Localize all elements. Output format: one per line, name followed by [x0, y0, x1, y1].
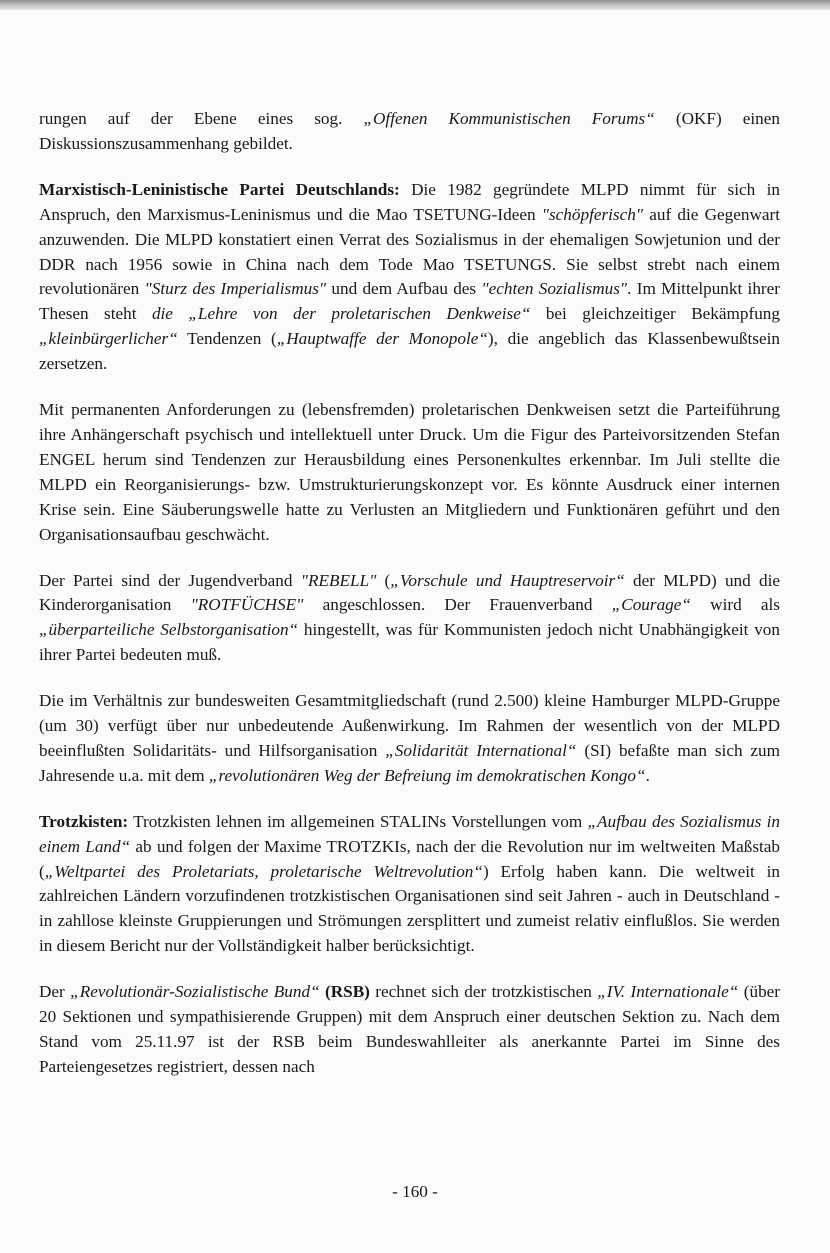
text-run: ), die angeblich das Klassenbewußtsein zersetzen. — [39, 329, 780, 374]
bold-heading: Marxistisch-Leninistische Partei Deutschlands: — [39, 179, 400, 199]
text-run: (SI) befaßte man sich zum Jahresende u.a. mit dem — [39, 740, 781, 785]
italic-quote: „IV. Internationale“ — [597, 982, 739, 1002]
text-run: Der — [39, 982, 71, 1002]
text-run: (über 20 Sektionen und sympathisierende Gruppen) mit dem Anspruch einer deutschen Sektion zu. Nach dem Stand vom 25.11.97 ist der RSB beim Bundeswahlleiter als anerkannte Partei im Sinne des Parteiengesetzes registriert, dessen nach — [39, 982, 781, 1076]
text-run: wird als — [690, 595, 780, 615]
document-body — [39, 107, 780, 1101]
italic-quote: „Offenen Kommunistischen Forums“ — [363, 109, 655, 128]
text-run: (OKF) einen Diskussionszusammenhang gebildet. — [39, 109, 780, 153]
paragraph-rebell — [39, 569, 780, 669]
paragraph-engel — [39, 398, 780, 547]
text-run: Die 1982 gegründete MLPD nimmt für sich in Anspruch, den Marxismus-Leninismus und die Mao TSETUNG-Ideen — [39, 179, 780, 224]
paragraph-trotzkisten — [39, 810, 780, 959]
text-run: Trotzkisten lehnen im allgemeinen STALINs Vorstellungen vom — [128, 811, 588, 831]
italic-quote: „Hauptwaffe der Monopole“ — [276, 329, 488, 349]
text-run: rechnet sich der trotzkistischen — [369, 982, 598, 1002]
text-run: bei gleichzeitiger Bekämpfung — [530, 304, 780, 324]
text-run: ( — [376, 570, 391, 590]
text-run: auf die Gegenwart anzuwenden. Die MLPD konstatiert einen Verrat des Sozialismus in der ehemaligen Sowjetunion und der DDR nach 1956 sowie in China nach dem Tode Mao TSETUNGS. Sie selbst strebt nach einem revolutionären — [39, 204, 780, 299]
italic-quote: „Aufbau des Sozialismus in einem Land“ — [39, 811, 780, 856]
text-run: Tendenzen ( — [177, 329, 277, 349]
page-number: - 160 - — [392, 1182, 438, 1201]
text-run: und dem Aufbau des — [326, 279, 482, 299]
italic-quote: „Solidarität International“ — [385, 740, 577, 760]
text-run: . Im Mittelpunkt ihrer Thesen steht — [39, 279, 780, 324]
text-run: rungen auf der Ebene eines sog. — [39, 109, 364, 128]
italic-quote: "Sturz des Imperialismus" — [144, 279, 327, 299]
text-run: Mit permanenten Anforderungen zu (lebensfremden) proletarischen Denkweisen setzt die Parteiführung ihre Anhängerschaft psychisch und intellektuell unter Druck. Um die Figur des Parteivorsitzenden Stefan ENGEL herum sind Tendenzen zur Herausbildung eines Personenkultes erkennbar. Im Juli stellte die MLPD ein Reorganisierungs- bzw. Umstrukturierungskonzept vor. Es könnte Ausdruck einer internen Krise sein. Eine Säuberungswelle hatte zu Verlusten an Mitgliedern und Funktionären geführt und den Organisationsaufbau geschwächt. — [39, 400, 780, 544]
paragraph-mlpd — [39, 178, 780, 377]
paragraph-hamburg — [39, 689, 780, 789]
text-run: angeschlossen. Der Frauenverband — [303, 595, 612, 615]
italic-quote: "schöpferisch" — [541, 204, 644, 224]
bold-heading: Trotzkisten: — [39, 811, 129, 831]
text-run: hingestellt, was für Kommunisten jedoch nicht Unabhängigkeit von ihrer Partei bedeuten muß. — [39, 620, 780, 665]
text-run: ab und folgen der Maxime TROTZKIs, nach der die Revolution nur im weltweiten Maßstab ( — [39, 836, 781, 881]
text-run: der MLPD) und die Kinderorganisation — [39, 570, 780, 615]
italic-quote: „Vorschule und Hauptreservoir“ — [390, 570, 625, 590]
scan-top-edge — [0, 0, 830, 10]
bold-heading: (RSB) — [325, 982, 370, 1002]
italic-quote: "echten Sozialismus" — [481, 279, 628, 299]
italic-quote: "ROTFÜCHSE" — [190, 595, 304, 615]
italic-quote: „Courage“ — [611, 595, 691, 615]
italic-quote: „Weltpartei des Proletariats, proletarische Weltrevolution“ — [44, 861, 483, 881]
italic-quote: "REBELL" — [300, 570, 377, 590]
italic-quote: „revolutionären Weg der Befreiung im demokratischen Kongo“ — [208, 765, 646, 785]
text-run: Die im Verhältnis zur bundesweiten Gesamtmitgliedschaft (rund 2.500) kleine Hamburger MLPD-Gruppe (um 30) verfügt über nur unbedeutende Außenwirkung. Im Rahmen der wesentlich von der MLPD beeinflußten Solidaritäts- und Hilfsorganisation — [39, 691, 780, 760]
paragraph-rsb — [39, 980, 780, 1080]
italic-quote: „überparteiliche Selbstorganisation“ — [39, 620, 299, 640]
text-run: ) Erfolg haben kann. Die weltweit in zahlreichen Ländern vorzufindenen trotzkistischen Organisationen sind seit Jahren - auch in Deutschland - in zahllose kleinste Gruppierungen und Strömungen zersplittert und zumeist relativ einflußlos. Sie werden in diesem Bericht nur der Vollständigkeit halber berücksichtigt. — [39, 861, 780, 956]
text-run: Der Partei sind der Jugendverband — [39, 570, 301, 590]
italic-quote: „Revolutionär-Sozialistische Bund“ — [70, 982, 320, 1002]
paragraph-okf — [39, 107, 780, 157]
italic-quote: die „Lehre von der proletarischen Denkweise“ — [151, 304, 531, 324]
italic-quote: „kleinbürgerlicher“ — [39, 329, 178, 349]
text-run: . — [645, 765, 650, 785]
